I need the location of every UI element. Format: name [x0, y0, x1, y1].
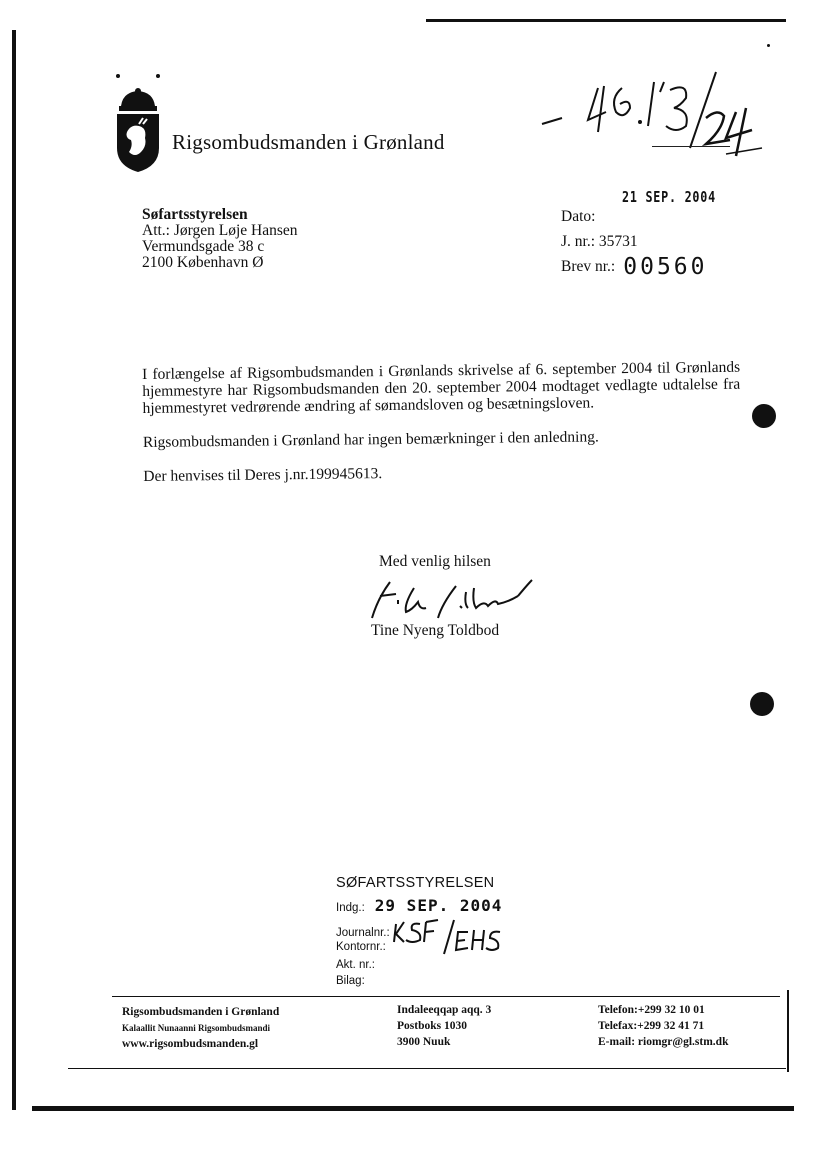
brev-value: 00560 [623, 254, 708, 280]
stamp-title: SØFARTSSTYRELSEN [336, 875, 495, 891]
brev-label: Brev nr.: [561, 258, 616, 275]
footer-bottom-rule [68, 1068, 786, 1069]
handwritten-underline [652, 146, 730, 147]
recipient-city: 2100 København Ø [142, 254, 264, 271]
institution-name: Rigsombudsmanden i Grønland [172, 130, 445, 154]
received-date-stamp: 21 SEP. 2004 [622, 188, 716, 206]
body-paragraph-3: Der henvises til Deres j.nr.199945613. [143, 465, 383, 485]
recipient-address [142, 207, 298, 271]
dato-label: Dato: [561, 208, 596, 225]
punch-hole-top [752, 404, 776, 428]
footer-col-contact [598, 1002, 728, 1050]
footer-city: 3900 Nuuk [397, 1036, 451, 1048]
recipient-att: Att.: Jørgen Løje Hansen [142, 222, 298, 239]
footer-phone: Telefon:+299 32 10 01 [598, 1004, 705, 1016]
footer-website: www.rigsombudsmanden.gl [122, 1038, 259, 1050]
speck [116, 74, 120, 78]
footer-pobox: Postboks 1030 [397, 1020, 467, 1032]
handwritten-kontor-code [392, 918, 502, 956]
footer-fax: Telefax:+299 32 41 71 [598, 1020, 705, 1032]
stamp-bilag-label: Bilag: [336, 975, 365, 987]
footer-institution-greenlandic: Kalaallit Nunaanni Rigsombudsmandi [122, 1023, 271, 1033]
stamp-indg-date: 29 SEP. 2004 [374, 896, 503, 915]
footer-col-institution [122, 1004, 279, 1052]
jnr-label: J. nr.: [561, 233, 596, 250]
footer-email: E-mail: riomgr@gl.stm.dk [598, 1036, 729, 1048]
recipient-street: Vermundsgade 38 c [142, 238, 265, 255]
body-paragraph-1: I forlængelse af Rigsombudsmanden i Grønlands skrivelse af 6. september 2004 til Grønlands hjemmestyre har Rigsombudsmanden den 20. september 2004 modtaget vedlagte udtalelse fra hjemmestyret vedrørende ændring af sømandsloven og besætningsloven. [142, 358, 741, 417]
closing-greeting: Med venlig hilsen [379, 553, 491, 570]
letter-meta [561, 204, 708, 280]
stamp-journal-label: Journalnr.: [336, 927, 390, 939]
stamp-kontor-label: Kontornr.: [336, 941, 386, 953]
body-paragraph-2: Rigsombudsmanden i Grønland har ingen bemærkninger i den anledning. [142, 428, 599, 451]
footer-col-address [397, 1002, 491, 1050]
stamp-indg-label: Indg.: [336, 902, 365, 914]
footer-street: Indaleeqqap aqq. 3 [397, 1004, 492, 1016]
scan-edge-bottom [32, 1106, 794, 1111]
jnr-value: 35731 [598, 233, 638, 250]
footer-rule [112, 996, 780, 997]
speck [156, 74, 160, 78]
scan-edge-left [12, 30, 16, 1110]
footer-institution: Rigsombudsmanden i Grønland [122, 1006, 280, 1018]
signatory-name: Tine Nyeng Toldbod [371, 622, 500, 639]
punch-hole-bottom [750, 692, 774, 716]
recipient-org: Søfartsstyrelsen [142, 206, 248, 223]
scan-edge-top [426, 19, 786, 22]
handwritten-journal-number [540, 68, 780, 158]
scan-edge-right [787, 990, 789, 1072]
letter-body [142, 359, 742, 502]
speck [767, 44, 770, 47]
stamp-akt-label: Akt. nr.: [336, 959, 375, 971]
handwritten-signature [368, 578, 548, 622]
crest-logo [113, 88, 163, 174]
